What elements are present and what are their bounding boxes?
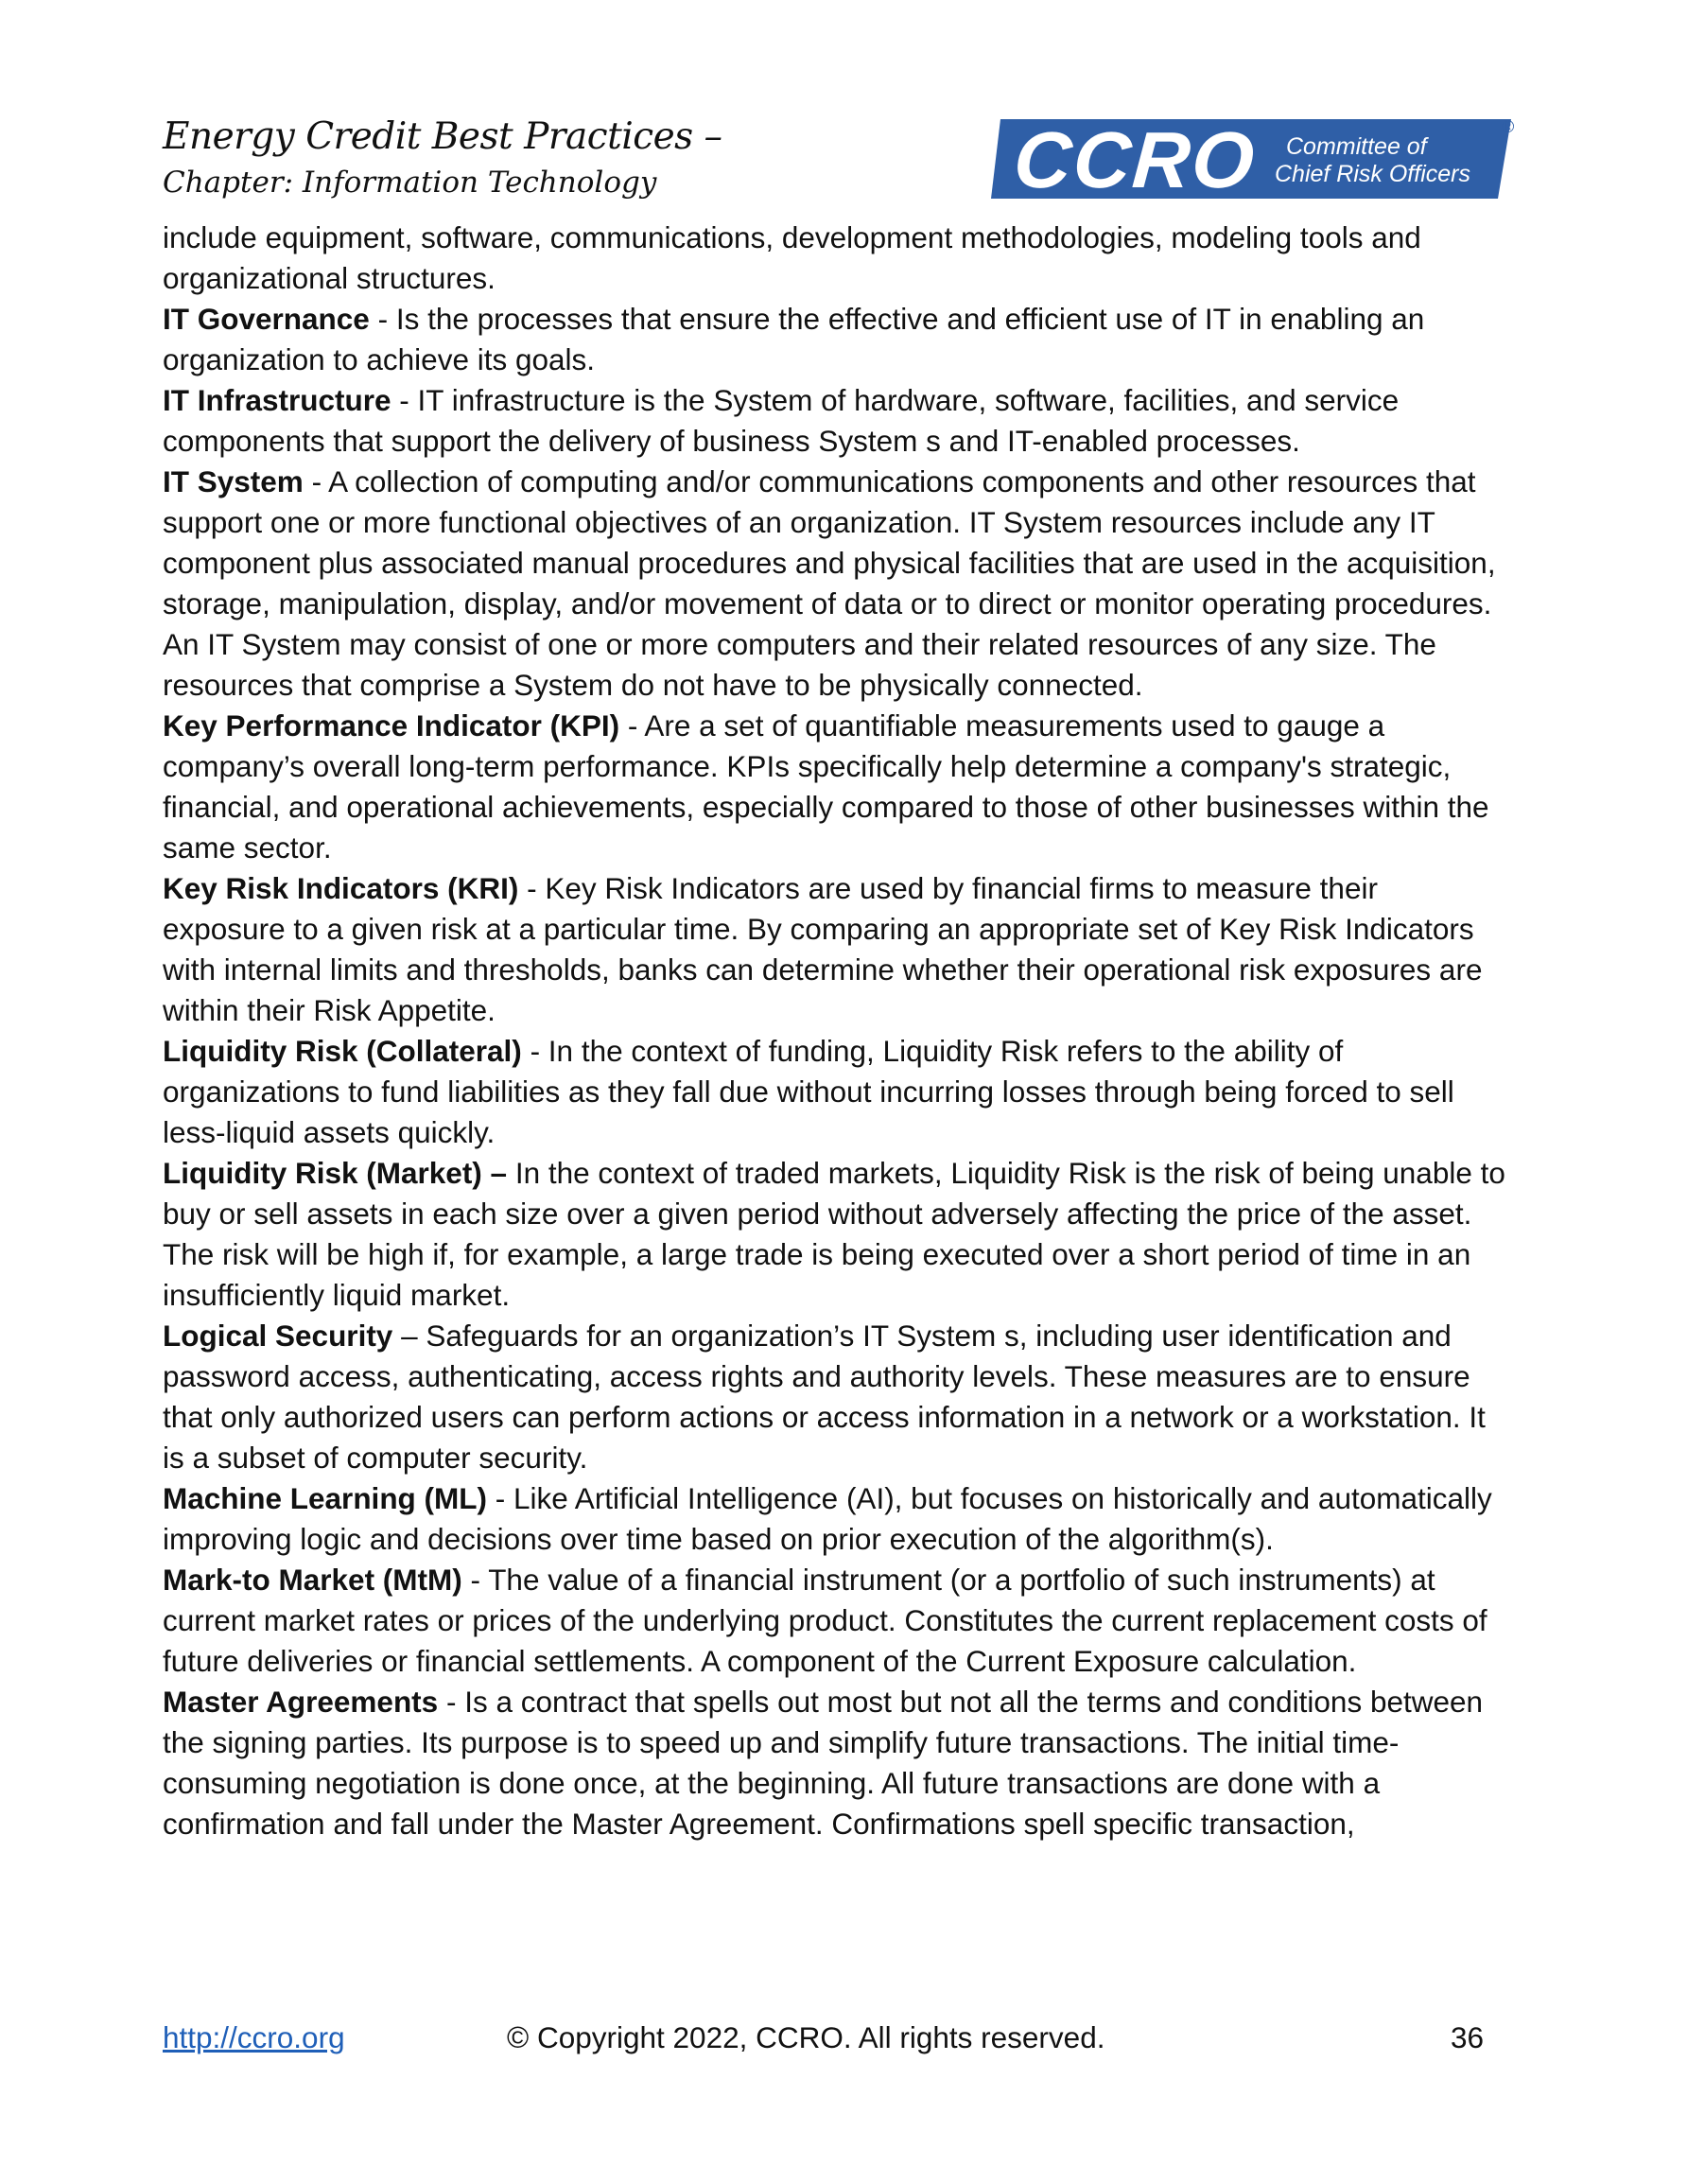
glossary-content: [163, 218, 1505, 1844]
glossary-definition: In the context of traded markets, Liquidity Risk is the risk of being unable to buy or sell assets in each size over a given period without adversely affecting the price of the asset. The risk will be high if, for example, a large trade is being executed over a short period of time in an insufficiently liquid market.: [163, 1156, 1505, 1312]
copyright-notice: © Copyright 2022, CCRO. All rights reserved.: [507, 2020, 1105, 2054]
page-number: 36: [1451, 2020, 1485, 2054]
glossary-definition: - Like Artificial Intelligence (AI), but focuses on historically and automatically improving logic and decisions over time based on prior execution of the algorithm(s).: [163, 1481, 1492, 1556]
glossary-entry: [163, 299, 1505, 380]
glossary-definition: - IT infrastructure is the System of hardware, software, facilities, and service components that support the delivery of business System s and IT-enabled processes.: [163, 383, 1400, 458]
glossary-definition: – Safeguards for an organization’s IT System s, including user identification and password access, authenticating, access rights and authority levels. These measures are to ensure that only authorized users can perform actions or access information in a network or a workstation. It is a subset of computer security.: [163, 1319, 1486, 1475]
chapter-subtitle: Chapter: Information Technology: [163, 166, 657, 200]
glossary-term: Mark-to Market (MtM): [163, 1563, 462, 1597]
glossary-term: Master Agreements: [163, 1685, 439, 1719]
page-footer: [0, 2017, 1687, 2058]
glossary-definition: - Are a set of quantifiable measurements used to gauge a company’s overall long-term performance. KPIs specifically help determine a company's strategic, financial, and operational achievements, especially compared to those of other businesses within the same sector.: [163, 708, 1489, 865]
glossary-entry: [163, 706, 1505, 868]
glossary-entry: [163, 1316, 1505, 1478]
glossary-term: Machine Learning (ML): [163, 1481, 488, 1515]
glossary-term: IT System: [163, 464, 304, 498]
glossary-term: IT Infrastructure: [163, 383, 391, 417]
glossary-entry: [163, 462, 1505, 706]
logo-mark: CCRO: [1011, 115, 1260, 204]
continued-text: include equipment, software, communications, development methodologies, modeling tools and organizational structures.: [163, 220, 1421, 295]
glossary-entry: [163, 380, 1505, 462]
website-link[interactable]: http://ccro.org: [163, 2020, 345, 2054]
glossary-entry: [163, 1682, 1505, 1844]
glossary-entry: [163, 1153, 1505, 1316]
glossary-term: Liquidity Risk (Collateral): [163, 1034, 522, 1068]
logo-line-1: Committee of: [1286, 133, 1427, 160]
glossary-definition: - Is a contract that spells out most but not all the terms and conditions between the signing parties. Its purpose is to speed up and simplify future transactions. The initial time-consuming negotiation is done once, at the beginning. All future transactions are done with a confirmation and fall under the Master Agreement. Confirmations spell specific transaction,: [163, 1685, 1484, 1841]
glossary-term: Liquidity Risk (Market) –: [163, 1156, 508, 1190]
glossary-definition: - The value of a financial instrument (or a portfolio of such instruments) at current market rates or prices of the underlying product. Constitutes the current replacement costs of future deliveries or financial settlements. A component of the Current Exposure calculation.: [163, 1563, 1487, 1678]
glossary-entry: [163, 1560, 1505, 1682]
glossary-term: Logical Security: [163, 1319, 393, 1353]
registered-mark: ®: [1502, 117, 1515, 136]
glossary-definition: - Is the processes that ensure the effective and efficient use of IT in enabling an organization to achieve its goals.: [163, 302, 1425, 376]
glossary-term: Key Risk Indicators (KRI): [163, 871, 519, 905]
glossary-entry: [163, 868, 1505, 1031]
page-header: [163, 114, 722, 202]
glossary-definition: - Key Risk Indicators are used by financial firms to measure their exposure to a given risk at a particular time. By comparing an appropriate set of Key Risk Indicators with internal limits and thresholds, banks can determine whether their operational risk exposures are within their Risk Appetite.: [163, 871, 1483, 1027]
ccro-logo: [991, 114, 1521, 204]
glossary-entry: [163, 1031, 1505, 1153]
glossary-term: IT Governance: [163, 302, 370, 336]
logo-line-2: Chief Risk Officers: [1275, 161, 1470, 187]
glossary-term: Key Performance Indicator (KPI): [163, 708, 620, 743]
glossary-definition: - In the context of funding, Liquidity Risk refers to the ability of organizations to fund liabilities as they fall due without incurring losses through being forced to sell less-liquid assets quickly.: [163, 1034, 1454, 1149]
glossary-definition: - A collection of computing and/or communications components and other resources that support one or more functional objectives of an organization. IT System resources include any IT component plus associated manual procedures and physical facilities that are used in the acquisition, storage, manipulation, display, and/or movement of data or to direct or monitor operating procedures. An IT System may consist of one or more computers and their related resources of any size. The resources that comprise a System do not have to be physically connected.: [163, 464, 1496, 702]
document-title: Energy Credit Best Practices –: [163, 115, 722, 158]
glossary-entry: [163, 1478, 1505, 1560]
